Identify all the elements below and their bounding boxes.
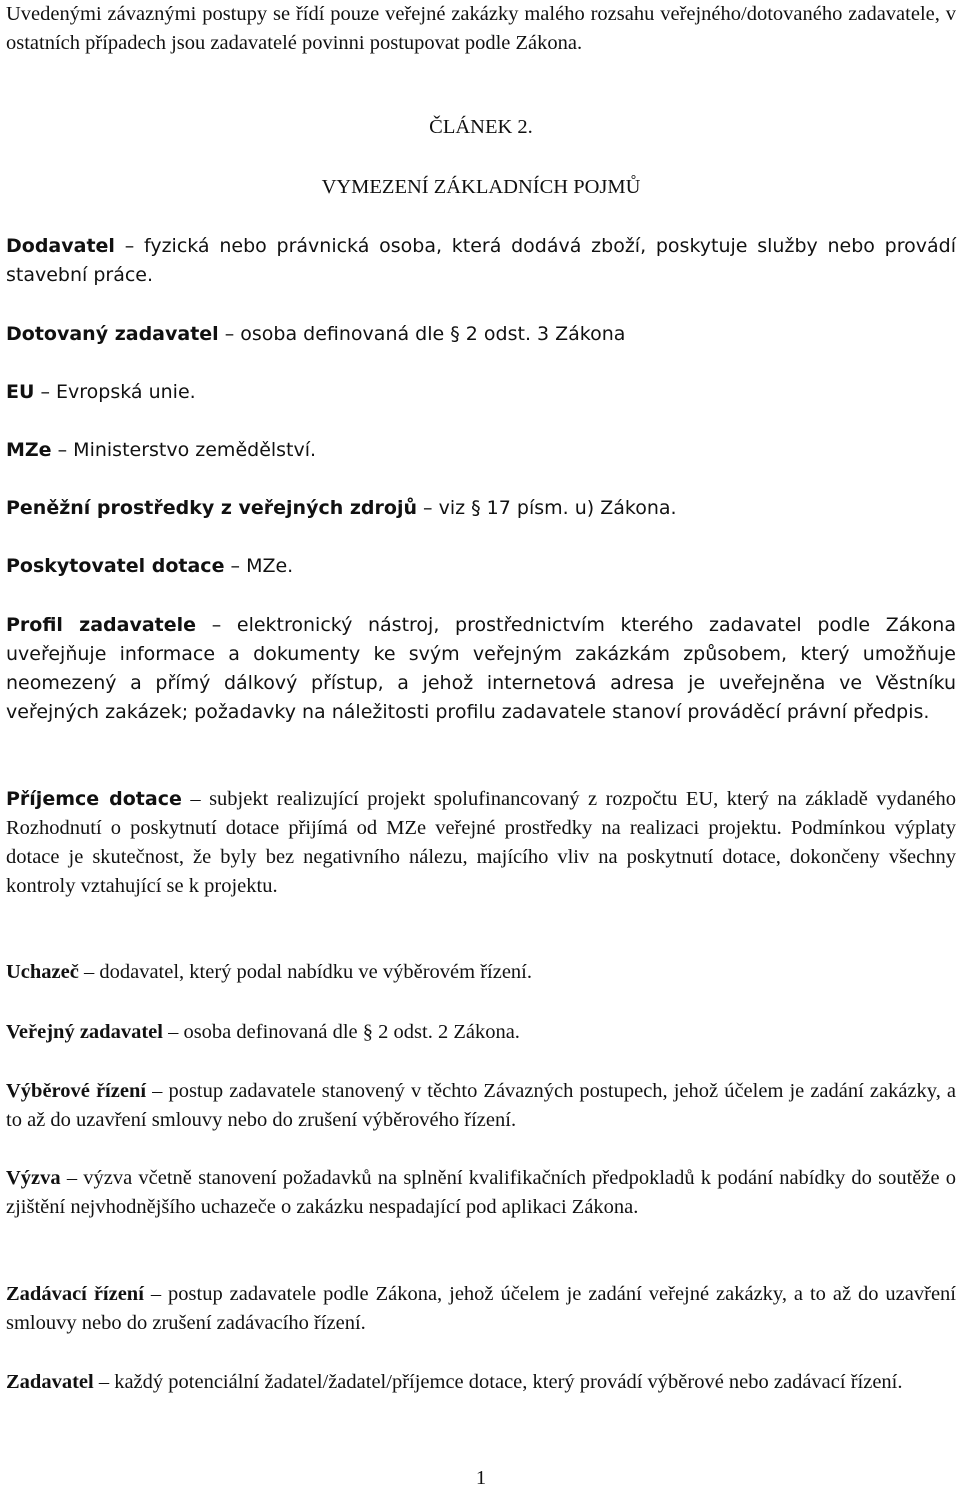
definition-term: Příjemce dotace [6,788,182,810]
definition-text: výzva včetně stanovení požadavků na splnění kvalifikačních předpokladů k podání nabídky do soutěže o zjištění nejvhodnějšího uchazeče o zakázku nespadající pod aplikaci Zákona. [6,1167,956,1218]
definition-penezni-prostredky [6,494,956,523]
definition-separator: – [51,439,74,461]
definition-term: Zadávací řízení [6,1283,144,1305]
intro-paragraph: Uvedenými závaznými postupy se řídí pouze veřejné zakázky malého rozsahu veřejného/dotovaného zadavatele, v ostatních případech jsou zadavatelé povinni postupovat podle Zákona. [6,3,956,54]
definition-text: fyzická nebo právnická osoba, která dodává zboží, poskytuje služby nebo provádí stavební práce. [6,235,956,286]
definition-text: Evropská unie. [56,381,196,403]
definition-text: dodavatel, který podal nabídku ve výběrovém řízení. [99,961,532,983]
article-number: ČLÁNEK 2. [429,116,533,138]
definition-term: Dodavatel [6,235,115,257]
definition-text: osoba definovaná dle § 2 odst. 3 Zákona [240,323,626,345]
definition-poskytovatel-dotace [6,552,956,581]
definition-separator: – [224,555,247,577]
definition-term: Peněžní prostředky z veřejných zdrojů [6,497,417,519]
definition-separator: – [417,497,439,519]
definition-separator: – [78,961,100,983]
definition-term: Poskytovatel dotace [6,555,225,577]
definition-separator: – [218,323,241,345]
definition-term: Uchazeč [6,961,79,983]
definition-verejny-zadavatel [6,1018,956,1047]
page-number: 1 [475,1467,487,1489]
definition-dodavatel [6,232,956,290]
definition-term: MZe [6,439,52,461]
definition-text: postup zadavatele podle Zákona, jehož účelem je zadání veřejné zakázky, a to až do uzavření smlouvy nebo do zrušení zadávacího řízení. [6,1283,956,1334]
definition-text: osoba definovaná dle § 2 odst. 2 Zákona. [183,1021,520,1043]
definition-separator: – [181,788,210,810]
definition-profil-zadavatele [6,611,956,727]
definition-mze [6,436,956,465]
definition-text: každý potenciální žadatel/žadatel/příjemce dotace, který provádí výběrové nebo zadávací řízení. [114,1371,903,1393]
definition-term: Veřejný zadavatel [6,1021,163,1043]
definition-separator: – [162,1021,184,1043]
definition-text: Ministerstvo zemědělství. [73,439,317,461]
definition-zadavatel [6,1368,956,1397]
definition-text: subjekt realizující projekt spolufinancovaný z rozpočtu EU, který na základě vydaného Rozhodnutí o poskytnutí dotace přijímá od MZe veřejné prostředky na realizaci projektu. Podmínkou výplaty dotace je skutečnost, že byly bez negativního nálezu, majícího vliv na poskytnutí dotace, dokončeny všechny kontroly vztahující se k projektu. [6,788,956,897]
definition-term: Výběrové řízení [6,1080,147,1102]
definition-text: postup zadavatele stanovený v těchto Závazných postupech, jehož účelem je zadání zakázky, a to až do uzavření smlouvy nebo do zrušení výběrového řízení. [6,1080,957,1131]
definition-vyberove-rizeni [6,1077,956,1135]
article-title: VYMEZENÍ ZÁKLADNÍCH POJMŮ [321,176,641,198]
definition-vyzva [6,1164,956,1222]
definition-dotovany-zadavatel [6,320,956,349]
document-page [6,0,956,1491]
definition-separator: – [93,1371,115,1393]
definition-eu [6,378,956,407]
definition-separator: – [143,1283,169,1305]
definition-term: Profil zadavatele [6,614,197,636]
definition-zadavaci-rizeni [6,1280,956,1338]
definition-text: MZe. [246,555,294,577]
definition-text: elektronický nástroj, prostřednictvím kterého zadavatel podle Zákona uveřejňuje informace a dokumenty ke svým veřejným zakázkám způsobem, který umožňuje neomezený a přímý dálkový přístup, a jehož internetová adresa je uveřejněna ve Věstníku veřejných zakázek; požadavky na náležitosti profilu zadavatele stanoví prováděcí právní předpis. [6,614,956,723]
definition-separator: – [114,235,144,257]
definition-separator: – [60,1167,84,1189]
definition-term: Dotovaný zadavatel [6,323,219,345]
definition-prijemce-dotace [6,785,956,901]
definition-term: Výzva [6,1167,61,1189]
definition-term: Zadavatel [6,1371,94,1393]
definition-text: viz § 17 písm. u) Zákona. [438,497,677,519]
definition-separator: – [196,614,237,636]
definition-term: EU [6,381,35,403]
definition-uchazec [6,958,956,987]
definition-separator: – [34,381,57,403]
definition-separator: – [146,1080,169,1102]
